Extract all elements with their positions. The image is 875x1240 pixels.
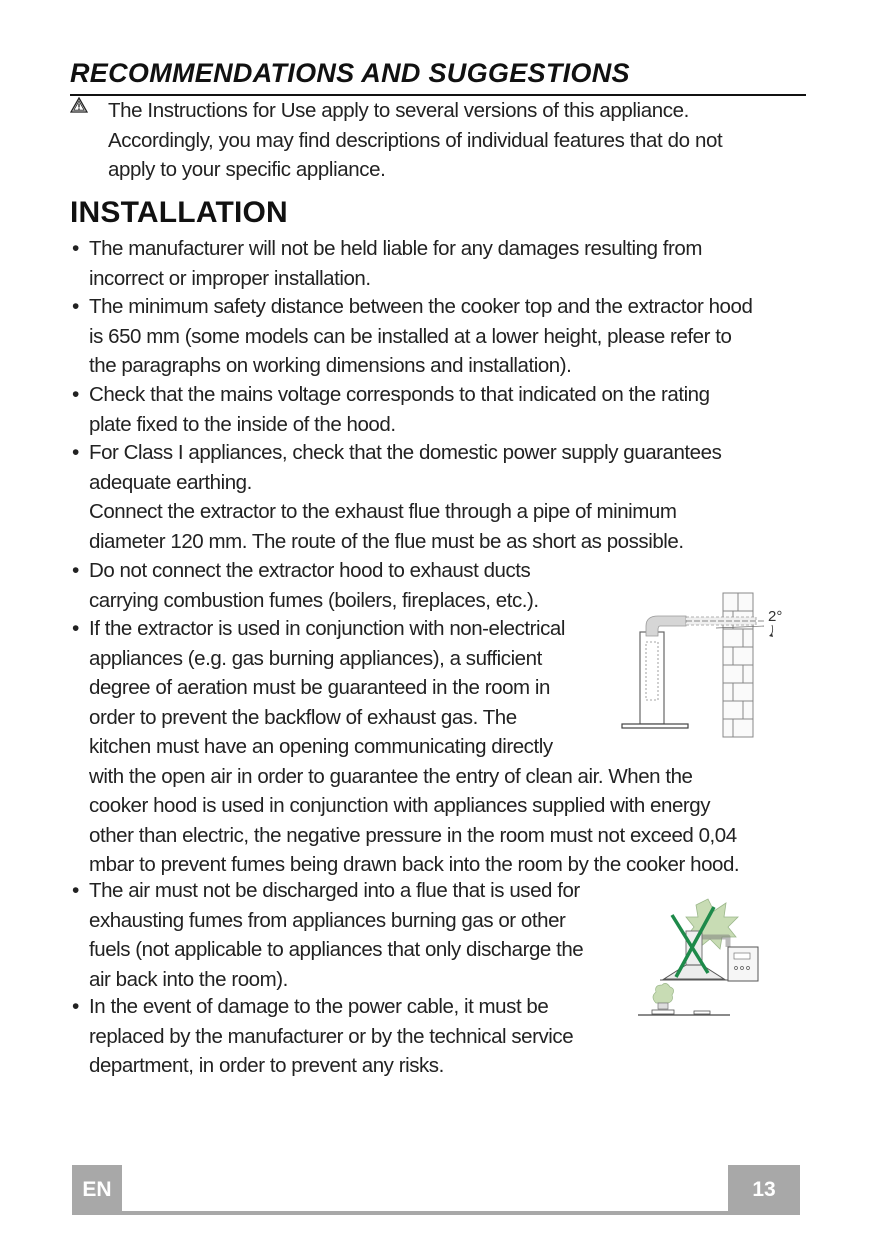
warning-line: The Instructions for Use apply to several versions of this appliance. <box>108 99 689 122</box>
item-line: Connect the extractor to the exhaust flue through a pipe of minimum <box>89 500 677 523</box>
bullet-marker: • <box>72 237 80 260</box>
item-line: with the open air in order to guarantee the entry of clean air. When the <box>89 764 693 788</box>
cooking-steam-icon <box>653 983 674 1003</box>
warning-line: apply to your specific appliance. <box>108 158 386 181</box>
item-line: plate fixed to the inside of the hood. <box>89 412 396 436</box>
language-tab: EN <box>72 1165 122 1215</box>
bullet-marker: • <box>72 995 80 1018</box>
warning-line: Accordingly, you may find descriptions of individual features that do not <box>108 128 723 152</box>
item-line: incorrect or improper installation. <box>89 266 371 290</box>
warning-triangle-icon <box>70 97 88 113</box>
bullet-marker: • <box>72 617 80 640</box>
duct-slope-illustration <box>616 590 796 740</box>
duct-bend <box>646 616 686 636</box>
item-line: The air must not be discharged into a flue that is used for <box>89 879 580 902</box>
brick-wall <box>723 593 753 737</box>
hood-chimney <box>640 632 664 724</box>
no-shared-flue-illustration <box>636 893 764 1019</box>
boiler-icon <box>728 947 758 981</box>
hood-canopy <box>664 965 724 979</box>
installation-item-liability <box>89 234 702 293</box>
item-line: Do not connect the extractor hood to exhaust ducts <box>89 559 531 582</box>
item-line: For Class I appliances, check that the domestic power supply guarantees <box>89 441 722 464</box>
footer-bar <box>122 1211 728 1215</box>
versions-warning-text <box>108 96 798 185</box>
item-line: air back into the room). <box>89 967 288 991</box>
item-line: kitchen must have an opening communicating directly <box>89 735 553 758</box>
installation-item-earthing <box>89 438 721 556</box>
page-number: 13 <box>728 1165 800 1215</box>
item-line: diameter 120 mm. The route of the flue must be as short as possible. <box>89 529 684 553</box>
item-line: exhausting fumes from appliances burning gas or other <box>89 908 566 932</box>
item-line: the paragraphs on working dimensions and installation). <box>89 354 572 377</box>
item-line: adequate earthing. <box>89 470 252 494</box>
section-title-installation: INSTALLATION <box>70 196 288 229</box>
angle-label: 2° <box>768 608 783 625</box>
item-line: department, in order to prevent any risks. <box>89 1054 444 1077</box>
bullet-marker: • <box>72 441 80 464</box>
installation-item-flue-discharge <box>89 876 583 994</box>
bullet-marker: • <box>72 879 80 902</box>
bullet-marker: • <box>72 559 80 582</box>
item-line: In the event of damage to the power cable, it must be <box>89 995 549 1018</box>
item-line: Check that the mains voltage corresponds to that indicated on the rating <box>89 383 710 406</box>
section-title-recommendations: RECOMMENDATIONS AND SUGGESTIONS <box>70 58 630 88</box>
item-line: fuels (not applicable to appliances that only discharge the <box>89 938 584 961</box>
item-line: The manufacturer will not be held liable for any damages resulting from <box>89 237 702 260</box>
item-line: other than electric, the negative pressure in the room must not exceed 0,04 <box>89 823 737 847</box>
item-line: The minimum safety distance between the cooker top and the extractor hood <box>89 295 753 318</box>
item-line: degree of aeration must be guaranteed in the room in <box>89 676 550 699</box>
item-line: carrying combustion fumes (boilers, fireplaces, etc.). <box>89 588 539 612</box>
installation-item-mains-voltage <box>89 380 710 439</box>
item-line: order to prevent the backflow of exhaust gas. The <box>89 705 517 729</box>
item-line: is 650 mm (some models can be installed at a lower height, please refer to <box>89 324 732 348</box>
item-line: replaced by the manufacturer or by the technical service <box>89 1024 574 1048</box>
installation-item-power-cable <box>89 992 573 1081</box>
item-line: cooker hood is used in conjunction with appliances supplied with energy <box>89 794 711 817</box>
hood-canopy <box>622 724 688 728</box>
item-line: If the extractor is used in conjunction with non-electrical <box>89 617 565 640</box>
bullet-marker: • <box>72 295 80 318</box>
item-line: mbar to prevent fumes being drawn back into the room by the cooker hood. <box>89 853 740 876</box>
installation-item-exhaust-ducts <box>89 556 539 615</box>
bullet-marker: • <box>72 383 80 406</box>
item-line: appliances (e.g. gas burning appliances), a sufficient <box>89 646 542 670</box>
installation-item-safety-distance <box>89 292 752 381</box>
